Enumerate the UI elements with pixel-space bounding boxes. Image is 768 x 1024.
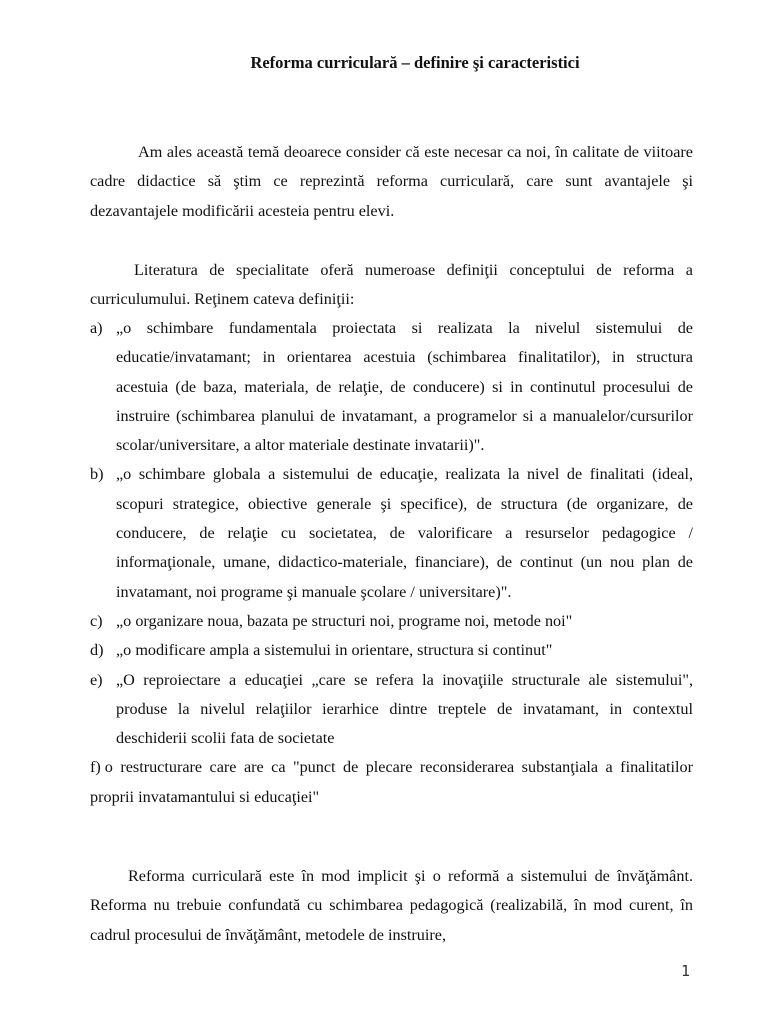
definition-marker: a)	[90, 319, 103, 337]
definition-marker: f)	[90, 758, 101, 777]
definition-item	[90, 753, 693, 812]
definition-marker: b)	[90, 465, 104, 484]
closing-paragraph-text: Reforma curriculară este în mod implicit şi o reformă a sistemului de învăţământ. Reforma nu trebuie confundată cu schimbarea pedagogică (realizabilă, în mod curent, în cadrul procesului de învăţământ, metodele de instruire,	[90, 867, 693, 944]
intro-paragraph-text: Am ales această temă deoarece consider că este necesar ca noi, în calitate de viitoare cadre didactice să ştim ce reprezintă reforma curriculară, care sunt avantajele şi dezavantajele modificării acesteia pentru elevi.	[90, 143, 693, 220]
definition-item	[90, 607, 693, 636]
definitions-intro-paragraph	[90, 256, 693, 315]
page-number: 1	[680, 962, 690, 980]
definitions-intro-text: Literatura de specialitate oferă numeroase definiţii conceptului de reforma a curriculumului. Reţinem cateva definiţii:	[90, 261, 693, 309]
definition-item	[90, 314, 693, 460]
definition-item	[90, 636, 693, 665]
definition-text: „o organizare noua, bazata pe structuri noi, programe noi, metode noi"	[116, 611, 573, 630]
intro-paragraph	[90, 138, 693, 226]
definition-text: „o modificare ampla a sistemului in orientare, structura si continut"	[116, 641, 553, 660]
definition-marker: d)	[90, 641, 104, 660]
definition-marker: e)	[90, 670, 103, 689]
definition-text: „O reproiectare a educaţiei „care se refera la inovaţiile structurale ale sistemului", produse la nivelul relaţiilor ierarhice dintre treptele de invatamant, in contextul deschiderii scolii fata de societate	[116, 670, 693, 748]
definition-text: o restructurare care are ca "punct de plecare reconsiderarea substanţiala a finalitatilor proprii invatamantului si educaţiei"	[90, 758, 693, 806]
definition-item	[90, 666, 693, 754]
definitions-list	[90, 314, 693, 812]
definition-item	[90, 460, 693, 606]
closing-paragraph	[90, 862, 693, 950]
definition-text: „o schimbare fundamentala proiectata si realizata la nivelul sistemului de educatie/invatamant; in orientarea acestuia (schimbarea finalitatilor), in structura acestuia (de baza, materiala, de relaţie, de conducere) si in continutul procesului de instruire (schimbarea planului de invatamant, a programelor si a manualelor/cursurilor scolar/universitare, a altor materiale destinate invatarii)".	[116, 319, 693, 455]
definition-marker: c)	[90, 611, 103, 630]
definition-text: „o schimbare globala a sistemului de educaţie, realizata la nivel de finalitati (ideal, scopuri strategice, obiective generale şi specifice), de structura (de organizare, de conducere, de relaţie cu societatea, de valorificare a resurselor pedagogice / informaţionale, umane, didactico-materiale, financiare), de continut (un nou plan de invatamant, noi programe şi manuale şcolare / universitare)".	[116, 465, 693, 601]
document-title: Reforma curriculară – definire şi caracteristici	[250, 53, 580, 72]
